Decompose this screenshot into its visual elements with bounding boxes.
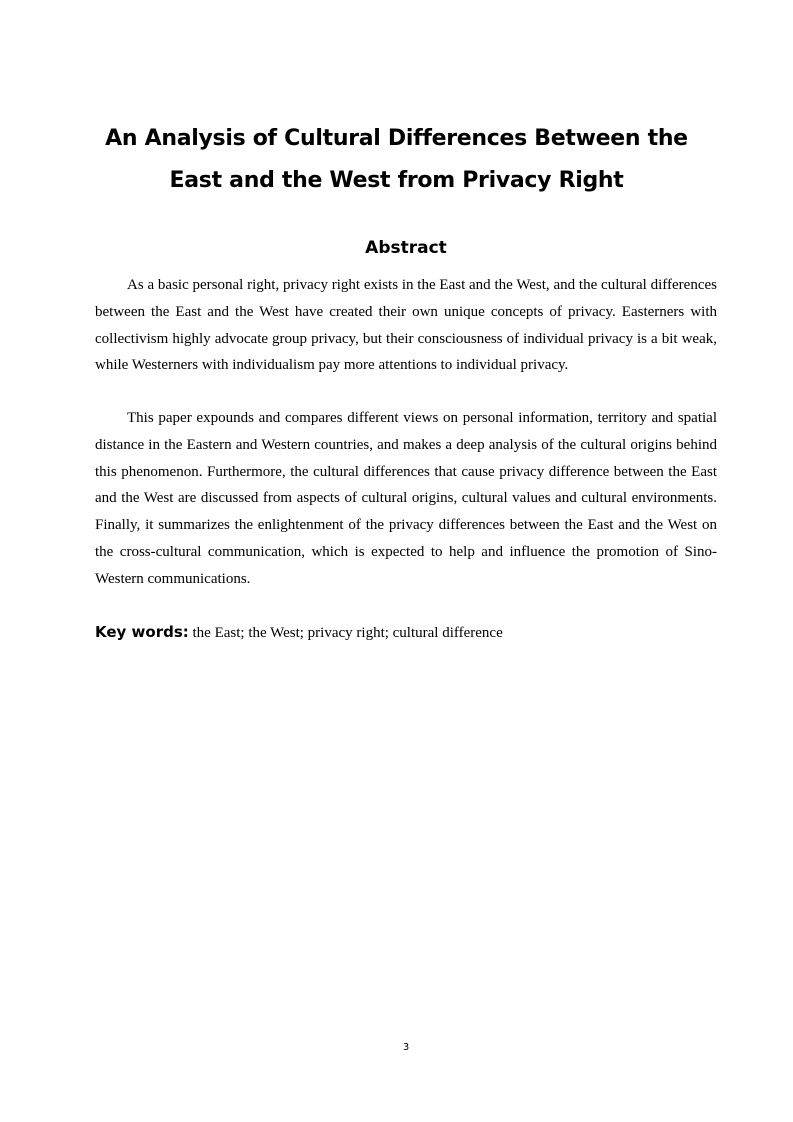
abstract-heading: Abstract — [365, 238, 447, 258]
keywords-line — [95, 620, 717, 645]
keywords-label: Key words: — [95, 623, 189, 641]
paper-title — [60, 118, 733, 202]
paper-title-line-1: An Analysis of Cultural Differences Between the — [105, 126, 688, 151]
page-number: 3 — [402, 1042, 410, 1053]
abstract-paragraph-1: As a basic personal right, privacy right exists in the East and the West, and the cultural differences between the East and the West have created their own unique concepts of privacy. Easterners with collectivism highly advocate group privacy, but their consciousness of individual privacy is a bit weak, while Westerners with individualism pay more attentions to individual privacy. — [95, 277, 717, 374]
keywords-text: the East; the West; privacy right; cultural difference — [192, 625, 503, 641]
paper-title-line-2: East and the West from Privacy Right — [169, 168, 624, 193]
abstract-paragraph-2: This paper expounds and compares different views on personal information, territory and spatial distance in the Eastern and Western countries, and makes a deep analysis of the cultural origins behind this phenomenon. Furthermore, the cultural differences that cause privacy difference between the East and the West are discussed from aspects of cultural origins, cultural values and cultural environments. Finally, it summarizes the enlightenment of the privacy differences between the East and the West on the cross-cultural communication, which is expected to help and influence the promotion of Sino-Western communications. — [95, 410, 717, 587]
